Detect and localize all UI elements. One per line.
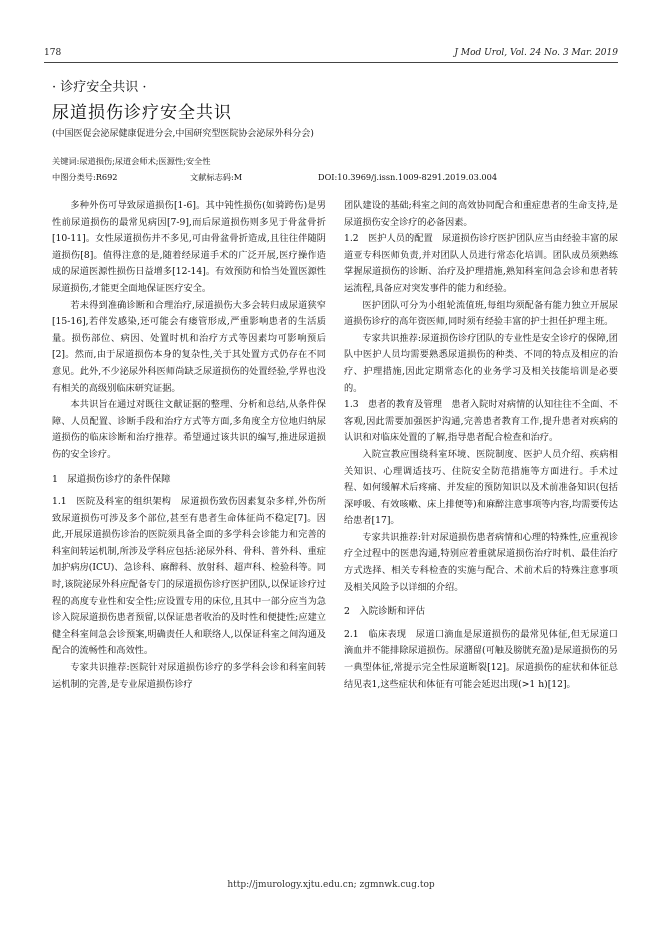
paragraph: 医护团队可分为小组轮流值班,每组均须配备有能力独立开展尿道损伤诊疗的高年资医师,同时须有经验丰富的护士担任护理主班。: [344, 299, 618, 328]
page-number: 178: [44, 48, 62, 58]
left-column: [52, 198, 326, 693]
paragraph: 专家共识推荐:尿道损伤诊疗团队的专业性是安全诊疗的保障,团队中医护人员均需要熟悉尿道损伤的种类、不同的特点及相应的治疗、护理措施,因此定期常态化的业务学习及相关技能培训是必要的。: [344, 332, 618, 394]
running-header: [44, 48, 618, 63]
paragraph: 多种外伤可导致尿道损伤[1-6]。其中钝性损伤(如骑跨伤)是男性前尿道损伤的最常见病因[7-9],而后尿道损伤则多见于骨盆骨折[10-11]。女性尿道损伤并不多见,可由骨盆骨折造成,且往往伴随阴道损伤[8]。值得注意的是,随着经尿道手术的广泛开展,医疗操作造成的尿道医源性损伤日益增多[12-14]。有效预防和恰当处置医源性尿道损伤,才能更全面地保证医疗安全。: [52, 200, 326, 294]
journal-citation: J Mod Urol, Vol. 24 No. 3 Mar. 2019: [454, 48, 618, 58]
author-affiliation: (中国医促会泌尿健康促进分会,中国研究型医院协会泌尿外科分会): [52, 129, 314, 139]
section-label: · 诊疗安全共识 ·: [52, 80, 147, 95]
classification-number: 中图分类号:R692: [52, 172, 118, 182]
document-code: 文献标志码:M: [190, 172, 243, 182]
footer-url: http://jmurology.xjtu.edu.cn; zgmnwk.cug.top: [227, 880, 435, 890]
doi: DOI:10.3969/j.issn.1009-8291.2019.03.004: [318, 172, 498, 182]
paragraph: 若未得到准确诊断和合理治疗,尿道损伤大多会转归成尿道狭窄[15-16],若伴发感染,还可能会有瘘管形成,严重影响患者的生活质量。损伤部位、病因、处置时机和治疗方式等因素均可影响预后[2]。然而,由于尿道损伤本身的复杂性,关于其处置方式仍存在不同意见。此外,不少泌尿外科医师尚缺乏尿道损伤的处置经验,学界也没有相关的高级别临床研究证据。: [52, 299, 326, 394]
section-heading: 1 尿道损伤诊疗的条件保障: [52, 473, 171, 485]
paragraph: 团队建设的基础;科室之间的高效协同配合和重症患者的生命支持,是尿道损伤安全诊疗的必备因素。: [344, 200, 618, 228]
paragraph: 1.3 患者的教育及管理 患者入院时对病情的认知往往不全面、不客观,因此需要加强医护沟通,完善患者教育工作,提升患者对疾病的认识和对临床处置的了解,指导患者配合检查和治疗。: [344, 399, 618, 444]
paragraph: 专家共识推荐:针对尿道损伤患者病情和心理的特殊性,应重视诊疗全过程中的医患沟通,特别应着重就尿道损伤治疗时机、最佳治疗方式选择、相关专科检查的实施与配合、术前术后的特殊注意事项及相关风险予以详细的介绍。: [344, 531, 618, 593]
paragraph: 1.2 医护人员的配置 尿道损伤诊疗医护团队应当由经验丰富的尿道亚专科医师负责,并对团队人员进行常态化培训。团队成员须熟练掌握尿道损伤的诊断、治疗及护理措施,熟知科室间急会诊和患者转运流程,具备应对突发事件的能力和经验。: [344, 233, 618, 294]
right-column: [344, 198, 618, 693]
paragraph: 1.1 医院及科室的组织架构 尿道损伤致伤因素复杂多样,外伤所致尿道损伤可涉及多个部位,甚至有患者生命体征尚不稳定[7]。因此,开展尿道损伤诊治的医院须具备全面的多学科会诊能力和完善的科室间转运机制,所涉及学科应包括:泌尿外科、骨科、普外科、重症加护病房(ICU)、急诊科、麻醉科、放射科、超声科、检验科等。同时,该院泌尿外科应配备专门的尿道损伤诊疗医护团队,以保证诊疗过程的高度专业性和安全性;应设置专用的床位,且其中一部分应当为急诊入院尿道损伤患者预留,以保证患者收治的及时性和便捷性;应建立健全科室间急会诊预案,明确责任人和联络人,以保证科室之间沟通及配合的流畅性和高效性。: [52, 496, 326, 657]
keywords: 关键词:尿道损伤;尿道会师术;医源性;安全性: [52, 156, 211, 166]
article-title: 尿道损伤诊疗安全共识: [52, 103, 232, 123]
section-heading: 2 入院诊断和评估: [344, 606, 425, 618]
paragraph: 入院宣教应围绕科室环境、医院制度、医护人员介绍、疾病相关知识、心理调适技巧、住院安全防范措施等方面进行。手术过程、如何缓解术后疼痛、并发症的预防知识以及术前准备知识(包括深呼吸、有效咳嗽、床上排便等)和麻醉注意事项等内容,均需要传达给患者[17]。: [344, 448, 618, 527]
paragraph: 2.1 临床表现 尿道口滴血是尿道损伤的最常见体征,但无尿道口滴血并不能排除尿道损伤。尿潴留(可触及膀胱充盈)是尿道损伤的另一典型体征,常提示完全性尿道断裂[12]。尿道损伤的症状和体征总结见表1,这些症状和体征有可能会延迟出现(>1 h)[12]。: [344, 628, 618, 690]
paragraph: 专家共识推荐:医院针对尿道损伤诊疗的多学科会诊和科室间转运机制的完善,是专业尿道损伤诊疗: [52, 662, 326, 690]
paragraph: 本共识旨在通过对既往文献证据的整理、分析和总结,从条件保障、人员配置、诊断手段和治疗方式等方面,多角度全方位地归纳尿道损伤的临床诊断和治疗推荐。希望通过该共识的编写,推进尿道损伤的安全诊疗。: [52, 399, 326, 460]
